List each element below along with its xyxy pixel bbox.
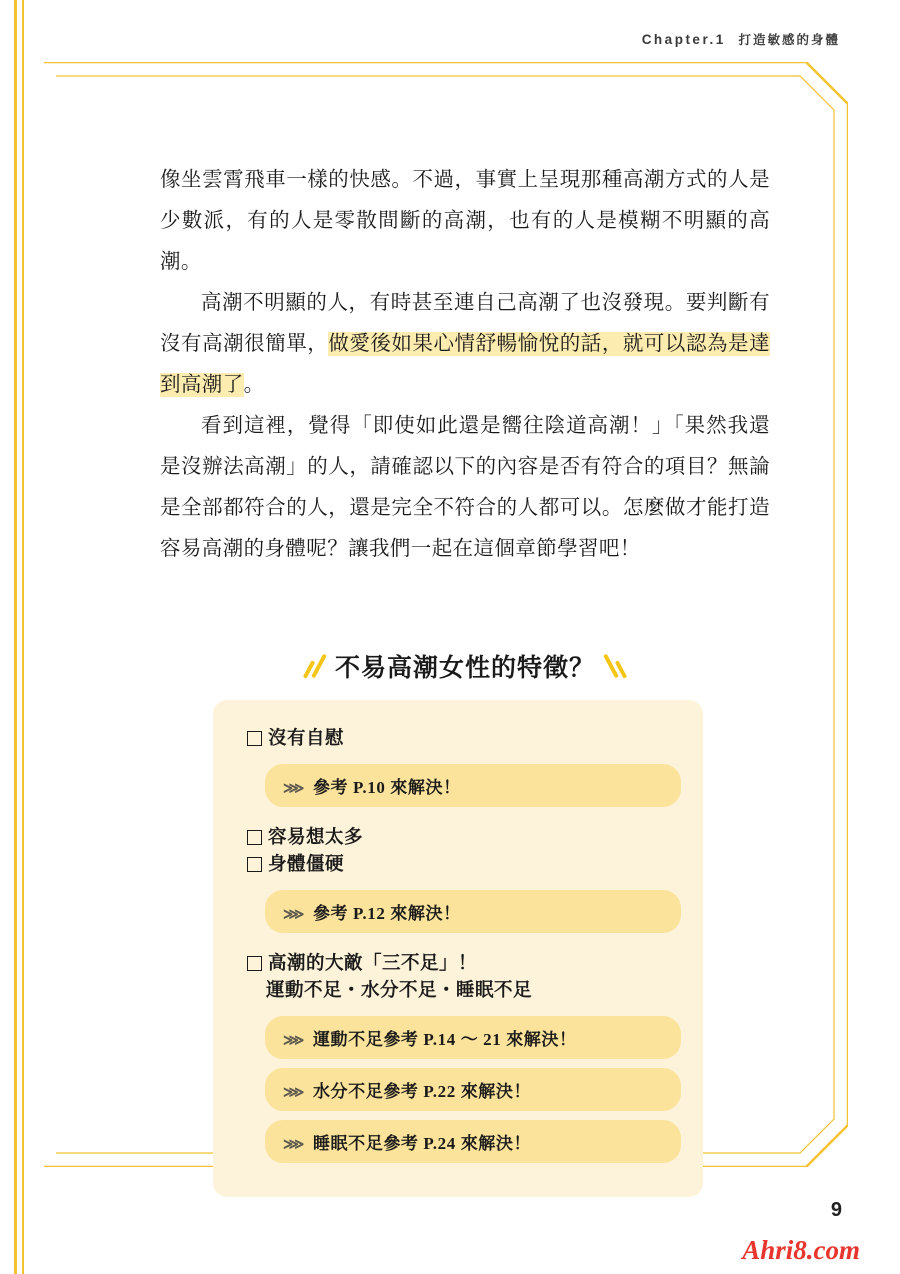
reference-pill-label: 水分不足參考 P.22 來解決！ [312,1082,532,1101]
watermark: Ahri8.com [742,1235,860,1265]
page-number: 9 [830,1199,842,1221]
header-chapter-title: 打造敏感的身體 [738,33,840,47]
checklist-group [235,825,681,933]
paragraph-3: 看到這裡，覺得「即使如此還是嚮往陰道高潮！」「果然我還是沒辦法高潮」的人，請確認以下的內容是否有符合的項目？無論是全部都符合的人，還是完全不符合的人都可以。怎麼做才能打造容易高潮的身體呢？讓我們一起在這個章節學習吧！ [160,415,770,560]
checklist-item-label: 身體僵硬 [268,855,345,875]
checklist-item-label: 沒有自慰 [268,729,345,749]
left-border-rule-inner [22,0,24,1274]
left-border-rule-outer [14,0,17,1274]
paragraph-1: 像坐雲霄飛車一樣的快感。不過，事實上呈現那種高潮方式的人是少數派，有的人是零散間斷的高潮，也有的人是模糊不明顯的高潮。 [160,169,770,273]
chevron-right-icon: ⋙ [283,781,305,797]
checklist-item-label: 容易想太多 [268,828,364,848]
chevron-right-icon: ⋙ [283,1137,305,1153]
checkbox-icon[interactable] [247,731,262,746]
highlighted-text: 做愛後如果心情舒暢愉悅的話，就可以認為是達到高潮了 [160,333,770,396]
slash-decoration-right [609,653,623,679]
slash-decoration-left [307,653,321,679]
reference-pill[interactable] [265,1068,681,1111]
chevron-right-icon: ⋙ [283,1085,305,1101]
reference-pill-label: 參考 P.10 來解決！ [312,778,461,797]
reference-pill-label: 運動不足參考 P.14 ～ 21 來解決！ [312,1030,577,1049]
checklist-item[interactable] [235,825,681,852]
paragraph-2-part-a: 高潮不明顯的人，有時甚至連自己高潮了也沒發現。要判斷有沒有高潮很簡單， [160,292,770,355]
reference-pill[interactable] [265,890,681,933]
checklist-item[interactable] [235,951,681,978]
reference-pill[interactable] [265,764,681,807]
checklist-group [235,951,681,1163]
chevron-right-icon: ⋙ [283,1033,305,1049]
checklist-card [213,700,703,1197]
checklist-item[interactable] [235,726,681,753]
reference-pill[interactable] [265,1120,681,1163]
slash-icon [311,654,327,679]
chevron-right-icon: ⋙ [283,907,305,923]
paragraph-2-part-b: 。 [243,374,265,396]
checklist-item[interactable] [235,852,681,879]
header-chapter-number: Chapter.1 [641,32,726,47]
checkbox-icon[interactable] [247,857,262,872]
reference-pill[interactable] [265,1016,681,1059]
checklist-group [235,726,681,807]
reference-pill-label: 參考 P.12 來解決！ [312,904,461,923]
reference-pill-label: 睡眠不足參考 P.24 來解決！ [312,1134,532,1153]
paragraph-2 [160,283,770,406]
page-header [642,30,840,48]
checklist-subline: 運動不足・水分不足・睡眠不足 [266,981,533,1001]
checkbox-icon[interactable] [247,956,262,971]
article-body [160,160,770,570]
checklist-item-label: 高潮的大敵「三不足」！ [268,954,478,974]
section-heading [160,648,770,684]
section-heading-title: 不易高潮女性的特徵？ [334,655,595,682]
checkbox-icon[interactable] [247,830,262,845]
